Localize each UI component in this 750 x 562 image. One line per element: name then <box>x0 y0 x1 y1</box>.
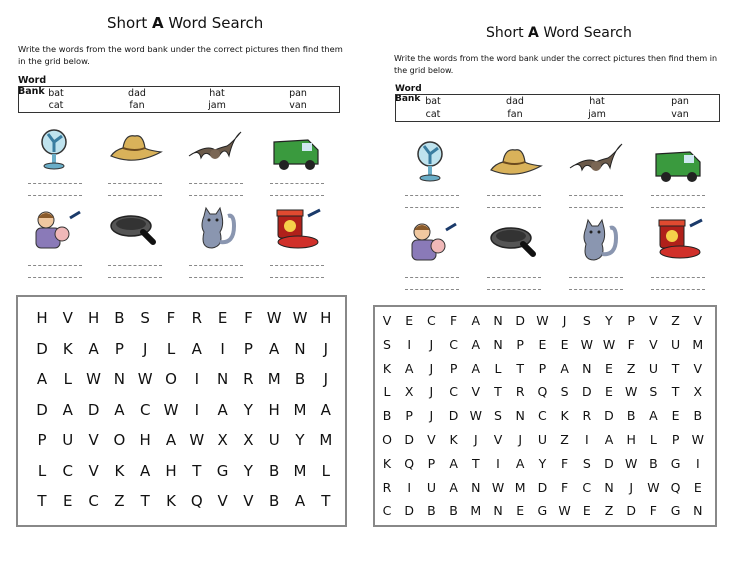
answer-line[interactable] <box>28 277 82 278</box>
word-bank-table <box>18 86 340 113</box>
grid-letter[interactable]: B <box>649 455 658 471</box>
grid-letter[interactable]: W <box>491 479 505 495</box>
grid-letter[interactable]: V <box>693 360 703 376</box>
answer-line[interactable] <box>28 265 82 266</box>
grid-letter[interactable]: T <box>494 384 502 400</box>
answer-line[interactable] <box>651 277 705 278</box>
grid-letter[interactable]: E <box>63 492 73 510</box>
answer-line[interactable] <box>569 289 623 290</box>
grid-letter[interactable]: D <box>448 408 459 424</box>
grid-letter[interactable]: D <box>537 479 548 495</box>
grid-letter[interactable]: P <box>37 431 47 449</box>
hat-icon <box>107 130 163 174</box>
grid-letter[interactable]: B <box>626 408 636 424</box>
grid-letter[interactable]: Y <box>605 313 613 328</box>
grid-letter[interactable]: W <box>163 400 179 419</box>
word-bank-label: Word Bank <box>395 84 422 104</box>
grid-letter[interactable]: A <box>62 400 73 419</box>
grid-letter[interactable]: K <box>382 455 392 471</box>
pan-icon <box>107 208 163 252</box>
grid-letter[interactable]: T <box>671 384 680 400</box>
answer-line[interactable] <box>569 207 623 208</box>
grid-letter[interactable]: F <box>449 313 458 328</box>
cat-icon <box>190 206 246 250</box>
dad-icon <box>404 220 460 264</box>
answer-line[interactable] <box>270 183 324 184</box>
grid-letter[interactable]: V <box>427 432 436 447</box>
answer-line[interactable] <box>189 195 243 196</box>
grid-letter[interactable]: I <box>695 455 700 471</box>
word-bank-word: dad <box>506 96 524 107</box>
grid-letter[interactable]: K <box>382 360 392 376</box>
grid-letter[interactable]: U <box>537 432 547 447</box>
grid-letter[interactable]: W <box>137 370 153 388</box>
answer-line[interactable] <box>651 207 705 208</box>
grid-letter[interactable]: V <box>88 431 99 449</box>
van-icon <box>268 130 324 174</box>
word-bank-word: bat <box>48 88 64 99</box>
word-bank-word: pan <box>671 96 689 107</box>
grid-letter[interactable]: A <box>88 339 99 358</box>
grid-letter[interactable]: T <box>192 461 202 480</box>
grid-letter[interactable]: S <box>140 309 150 327</box>
answer-line[interactable] <box>189 265 243 266</box>
grid-letter[interactable]: V <box>471 384 481 400</box>
grid-letter[interactable]: D <box>515 313 526 328</box>
grid-letter[interactable]: N <box>493 503 503 519</box>
grid-letter[interactable]: D <box>404 503 415 519</box>
answer-line[interactable] <box>189 183 243 184</box>
grid-letter[interactable]: R <box>582 408 592 424</box>
grid-letter[interactable]: F <box>560 479 569 495</box>
grid-letter[interactable]: W <box>647 479 660 495</box>
grid-letter[interactable]: E <box>671 408 680 424</box>
grid-letter[interactable]: E <box>605 360 613 376</box>
grid-letter[interactable]: L <box>383 384 391 400</box>
grid-letter[interactable]: A <box>165 431 177 449</box>
grid-letter[interactable]: N <box>471 479 481 495</box>
grid-letter[interactable]: W <box>266 309 282 327</box>
grid-letter[interactable]: U <box>671 336 681 352</box>
grid-letter[interactable]: A <box>269 339 280 358</box>
grid-letter[interactable]: G <box>537 503 548 519</box>
grid-letter[interactable]: N <box>493 336 503 352</box>
grid-letter[interactable]: A <box>449 455 458 471</box>
grid-letter[interactable]: D <box>36 339 48 358</box>
grid-letter[interactable]: Z <box>604 503 614 519</box>
grid-letter[interactable]: A <box>36 370 48 388</box>
grid-letter[interactable]: W <box>580 336 593 352</box>
grid-letter[interactable]: B <box>294 370 306 388</box>
grid-letter[interactable]: O <box>382 432 392 447</box>
word-bank-word: jam <box>588 109 606 120</box>
fan-icon <box>28 126 84 170</box>
grid-letter[interactable]: R <box>191 309 203 327</box>
grid-letter[interactable]: N <box>693 503 703 519</box>
grid-letter[interactable]: V <box>693 313 703 328</box>
grid-letter[interactable]: L <box>37 461 47 480</box>
dad-icon <box>28 208 84 252</box>
grid-letter[interactable]: V <box>382 313 392 328</box>
grid-letter[interactable]: D <box>604 455 614 471</box>
answer-line[interactable] <box>28 195 82 196</box>
word-bank-word: hat <box>209 88 225 99</box>
grid-letter[interactable]: E <box>582 503 591 519</box>
grid-letter[interactable]: H <box>36 309 48 327</box>
answer-line[interactable] <box>108 183 162 184</box>
grid-letter[interactable]: J <box>142 339 148 358</box>
bat-icon <box>568 140 624 184</box>
grid-letter[interactable]: J <box>429 336 434 352</box>
grid-letter[interactable]: T <box>516 360 525 376</box>
word-bank-word: fan <box>129 100 145 111</box>
word-bank-word: cat <box>425 109 441 120</box>
grid-letter[interactable]: V <box>493 432 503 447</box>
bat-icon <box>187 128 243 172</box>
grid-letter[interactable]: Q <box>404 455 415 471</box>
grid-letter[interactable]: C <box>88 492 99 510</box>
grid-letter[interactable]: J <box>323 339 329 358</box>
word-bank-word: dad <box>128 88 146 99</box>
grid-letter[interactable]: W <box>558 503 571 519</box>
grid-letter[interactable]: M <box>470 503 482 519</box>
grid-letter[interactable]: I <box>194 400 200 419</box>
grid-letter[interactable]: L <box>494 360 502 376</box>
grid-letter[interactable]: S <box>582 313 591 328</box>
grid-letter[interactable]: H <box>139 431 151 449</box>
word-search-grid <box>373 305 717 527</box>
grid-letter[interactable]: J <box>562 313 567 328</box>
grid-letter[interactable]: M <box>319 431 333 449</box>
grid-letter[interactable]: E <box>693 479 702 495</box>
word-bank-label: Word Bank <box>18 75 47 97</box>
word-bank-word: hat <box>589 96 605 107</box>
answer-line[interactable] <box>487 207 541 208</box>
answer-line[interactable] <box>270 277 324 278</box>
grid-letter[interactable]: E <box>516 503 525 519</box>
grid-letter[interactable]: G <box>216 461 229 480</box>
grid-letter[interactable]: I <box>407 479 412 495</box>
grid-letter[interactable]: N <box>216 370 229 388</box>
grid-letter[interactable]: K <box>114 461 125 480</box>
grid-letter[interactable]: Y <box>538 455 547 471</box>
grid-letter[interactable]: J <box>518 432 523 447</box>
grid-letter[interactable]: A <box>404 360 414 376</box>
word-bank-word: fan <box>507 109 523 120</box>
grid-letter[interactable]: Y <box>295 431 305 449</box>
answer-line[interactable] <box>651 195 705 196</box>
grid-letter[interactable]: U <box>62 431 74 449</box>
grid-letter[interactable]: P <box>114 339 124 358</box>
answer-line[interactable] <box>108 195 162 196</box>
word-bank-table <box>395 94 720 122</box>
answer-line[interactable] <box>405 207 459 208</box>
grid-letter[interactable]: I <box>407 336 412 352</box>
jam-icon <box>268 206 324 250</box>
grid-letter[interactable]: I <box>496 455 500 471</box>
grid-letter[interactable]: J <box>629 479 634 495</box>
grid-letter[interactable]: N <box>493 313 503 328</box>
grid-letter[interactable]: Q <box>537 384 548 400</box>
grid-letter[interactable]: S <box>560 384 569 400</box>
grid-letter[interactable]: H <box>268 400 280 419</box>
grid-letter[interactable]: C <box>449 336 458 352</box>
grid-letter[interactable]: E <box>605 384 613 400</box>
grid-letter[interactable]: V <box>62 309 73 327</box>
fan-icon <box>404 138 460 182</box>
grid-letter[interactable]: Z <box>114 492 125 510</box>
grid-letter[interactable]: U <box>426 479 436 495</box>
grid-letter[interactable]: P <box>671 432 680 447</box>
grid-letter[interactable]: C <box>427 313 436 328</box>
grid-letter[interactable]: C <box>582 479 592 495</box>
grid-letter[interactable]: J <box>429 408 434 424</box>
word-bank-word: cat <box>48 100 64 111</box>
grid-letter[interactable]: A <box>114 400 125 419</box>
grid-letter[interactable]: A <box>560 360 569 376</box>
grid-letter[interactable]: G <box>670 455 681 471</box>
grid-letter[interactable]: I <box>220 339 225 358</box>
grid-letter[interactable]: A <box>471 336 481 352</box>
grid-letter[interactable]: H <box>87 309 100 327</box>
grid-letter[interactable]: T <box>671 360 680 376</box>
grid-letter[interactable]: N <box>294 339 306 358</box>
grid-letter[interactable]: S <box>582 455 591 471</box>
grid-letter[interactable]: E <box>217 309 228 327</box>
grid-letter[interactable]: A <box>140 461 151 480</box>
word-search-grid <box>16 295 347 527</box>
grid-letter[interactable]: D <box>404 432 415 447</box>
jam-icon <box>650 216 706 260</box>
grid-letter[interactable]: A <box>449 479 458 495</box>
grid-letter[interactable]: T <box>471 455 480 471</box>
answer-line[interactable] <box>108 277 162 278</box>
answer-line[interactable] <box>487 289 541 290</box>
grid-letter[interactable]: J <box>429 360 434 376</box>
grid-letter[interactable]: W <box>602 336 616 352</box>
grid-letter[interactable]: T <box>37 492 47 510</box>
answer-line[interactable] <box>108 265 162 266</box>
grid-letter[interactable]: Z <box>560 432 569 447</box>
grid-letter[interactable]: B <box>693 408 703 424</box>
grid-letter[interactable]: C <box>538 408 547 424</box>
grid-letter[interactable]: R <box>515 384 525 400</box>
word-bank-word: van <box>289 100 307 111</box>
grid-letter[interactable]: V <box>649 313 658 328</box>
word-bank-word: jam <box>208 100 226 111</box>
grid-letter[interactable]: R <box>382 479 392 495</box>
grid-letter[interactable]: C <box>139 400 151 419</box>
grid-letter[interactable]: A <box>604 432 614 447</box>
answer-line[interactable] <box>487 277 541 278</box>
grid-letter[interactable]: Q <box>190 492 203 510</box>
answer-line[interactable] <box>189 277 243 278</box>
grid-letter[interactable]: M <box>692 336 704 352</box>
grid-letter[interactable]: B <box>269 461 280 480</box>
grid-letter[interactable]: H <box>320 309 332 327</box>
grid-letter[interactable]: V <box>649 336 658 352</box>
grid-letter[interactable]: X <box>217 431 228 449</box>
grid-letter[interactable]: P <box>427 455 436 471</box>
grid-letter[interactable]: U <box>268 431 280 449</box>
grid-letter[interactable]: F <box>649 503 657 519</box>
grid-letter[interactable]: Z <box>626 360 636 376</box>
grid-letter[interactable]: I <box>584 432 589 447</box>
grid-letter[interactable]: R <box>243 370 254 388</box>
grid-letter[interactable]: H <box>165 461 177 480</box>
grid-letter[interactable]: Q <box>670 479 681 495</box>
grid-letter[interactable]: B <box>382 408 392 424</box>
grid-letter[interactable]: O <box>165 370 177 388</box>
grid-letter[interactable]: Y <box>243 461 253 480</box>
answer-line[interactable] <box>270 265 324 266</box>
van-icon <box>650 142 706 186</box>
grid-letter[interactable]: A <box>471 313 481 328</box>
grid-letter[interactable]: F <box>560 455 569 471</box>
grid-letter[interactable]: P <box>627 313 635 328</box>
grid-letter[interactable]: C <box>449 384 458 400</box>
answer-line[interactable] <box>405 195 459 196</box>
grid-letter[interactable]: D <box>87 400 100 419</box>
grid-letter[interactable]: H <box>626 432 636 447</box>
word-bank-word: van <box>671 109 689 120</box>
grid-letter[interactable]: T <box>321 492 331 510</box>
grid-letter[interactable]: J <box>323 370 329 388</box>
grid-letter[interactable]: N <box>515 408 525 424</box>
grid-letter[interactable]: V <box>88 461 99 480</box>
grid-letter[interactable]: J <box>473 432 478 447</box>
grid-letter[interactable]: A <box>320 400 331 419</box>
grid-letter[interactable]: P <box>243 339 253 358</box>
grid-letter[interactable]: P <box>405 408 413 424</box>
grid-letter[interactable]: U <box>648 360 658 376</box>
grid-letter[interactable]: W <box>292 309 308 327</box>
grid-letter[interactable]: A <box>515 455 525 471</box>
grid-letter[interactable]: G <box>670 503 681 519</box>
answer-line[interactable] <box>487 195 541 196</box>
grid-letter[interactable]: B <box>269 492 280 510</box>
grid-letter[interactable]: K <box>62 339 73 358</box>
hat-icon <box>487 144 543 188</box>
grid-letter[interactable]: Y <box>243 400 253 419</box>
answer-line[interactable] <box>651 289 705 290</box>
grid-letter[interactable]: S <box>649 384 658 400</box>
answer-line[interactable] <box>270 195 324 196</box>
cat-icon <box>572 218 628 262</box>
grid-letter[interactable]: N <box>582 360 592 376</box>
grid-letter[interactable]: L <box>63 370 72 388</box>
grid-letter[interactable]: X <box>404 384 414 400</box>
grid-letter[interactable]: W <box>189 431 205 449</box>
word-bank-word: bat <box>425 96 441 107</box>
answer-line[interactable] <box>28 183 82 184</box>
grid-letter[interactable]: K <box>449 432 458 447</box>
grid-letter[interactable]: L <box>321 461 330 480</box>
grid-letter[interactable]: X <box>243 431 254 449</box>
answer-line[interactable] <box>569 277 623 278</box>
grid-letter[interactable]: D <box>581 384 592 400</box>
grid-letter[interactable]: P <box>449 360 458 376</box>
grid-letter[interactable]: O <box>113 431 126 449</box>
grid-letter[interactable]: W <box>625 455 638 471</box>
grid-letter[interactable]: W <box>86 370 102 388</box>
grid-letter[interactable]: P <box>516 336 524 352</box>
grid-letter[interactable]: X <box>693 384 703 400</box>
grid-letter[interactable]: N <box>604 479 614 495</box>
grid-letter[interactable]: W <box>469 408 482 424</box>
grid-letter[interactable]: B <box>449 503 458 519</box>
grid-letter[interactable]: M <box>293 461 307 480</box>
grid-letter[interactable]: W <box>625 384 638 400</box>
grid-letter[interactable]: M <box>267 370 281 388</box>
grid-letter[interactable]: B <box>114 309 125 327</box>
grid-letter[interactable]: M <box>514 479 526 495</box>
grid-letter[interactable]: A <box>217 400 228 419</box>
grid-letter[interactable]: L <box>649 432 657 447</box>
grid-letter[interactable]: D <box>626 503 637 519</box>
page-title: Short A Word Search <box>486 25 632 41</box>
grid-letter[interactable]: N <box>113 370 126 388</box>
grid-letter[interactable]: D <box>604 408 614 424</box>
grid-letter[interactable]: W <box>536 313 549 328</box>
page-title: Short A Word Search <box>107 14 264 32</box>
grid-letter[interactable]: A <box>649 408 658 424</box>
grid-letter[interactable]: B <box>427 503 436 519</box>
grid-letter[interactable]: D <box>36 400 48 419</box>
grid-letter[interactable]: S <box>383 336 391 352</box>
grid-letter[interactable]: P <box>538 360 547 376</box>
grid-letter[interactable]: E <box>405 313 414 328</box>
grid-letter[interactable]: M <box>293 400 307 419</box>
grid-letter[interactable]: F <box>244 309 253 327</box>
grid-letter[interactable]: F <box>166 309 176 327</box>
grid-letter[interactable]: A <box>191 339 202 358</box>
grid-letter[interactable]: A <box>294 492 306 510</box>
grid-letter[interactable]: J <box>429 384 434 400</box>
grid-letter[interactable]: L <box>166 339 176 358</box>
grid-letter[interactable]: E <box>560 336 569 352</box>
instructions: Write the words from the word bank under the correct pictures then find them in the grid below. <box>18 44 343 66</box>
grid-letter[interactable]: C <box>382 503 392 519</box>
grid-letter[interactable]: T <box>140 492 150 510</box>
grid-letter[interactable]: K <box>166 492 176 510</box>
answer-line[interactable] <box>405 289 459 290</box>
word-bank-word: pan <box>289 88 307 99</box>
grid-letter[interactable]: C <box>62 461 74 480</box>
answer-line[interactable] <box>405 277 459 278</box>
grid-letter[interactable]: F <box>627 336 635 352</box>
grid-letter[interactable]: Z <box>671 313 680 328</box>
answer-line[interactable] <box>569 195 623 196</box>
instructions: Write the words from the word bank under the correct pictures then find them in the grid below. <box>394 54 718 75</box>
grid-letter[interactable]: W <box>691 432 704 447</box>
grid-letter[interactable]: V <box>217 492 228 510</box>
pan-icon <box>487 220 543 264</box>
grid-letter[interactable]: I <box>194 370 200 388</box>
grid-letter[interactable]: E <box>538 336 547 352</box>
grid-letter[interactable]: S <box>494 408 502 424</box>
grid-letter[interactable]: V <box>243 492 254 510</box>
grid-letter[interactable]: K <box>560 408 569 424</box>
grid-letter[interactable]: A <box>471 360 481 376</box>
